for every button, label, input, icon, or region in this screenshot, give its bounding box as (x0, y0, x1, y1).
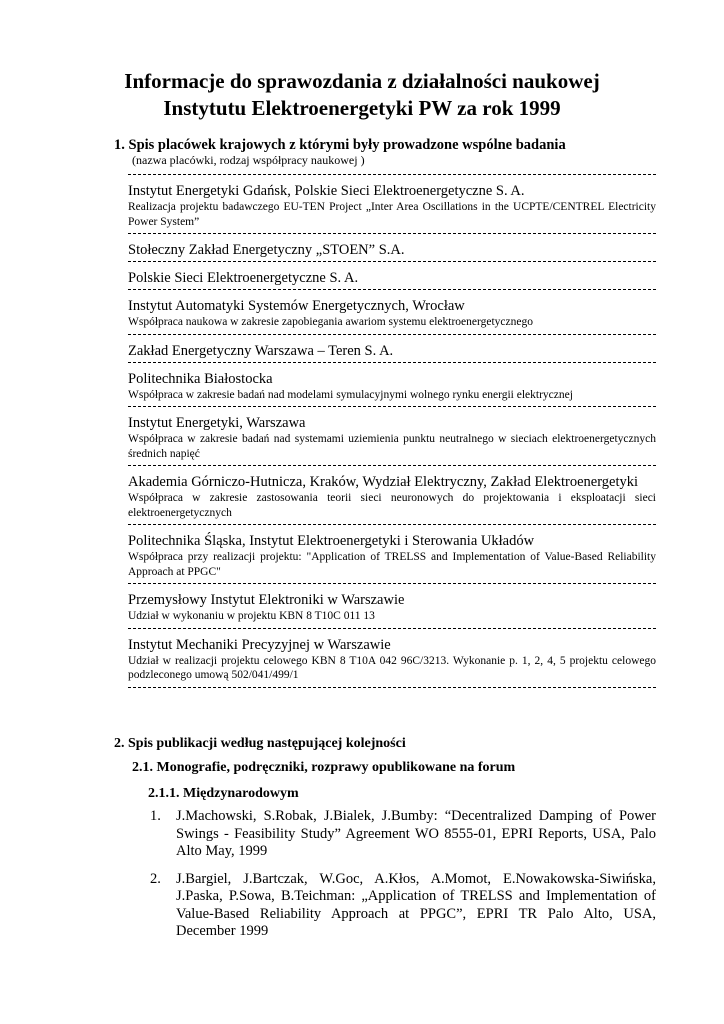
institution-entry (128, 587, 656, 626)
institution-name: Instytut Energetyki Gdańsk, Polskie Sieci Elektroenergetyczne S. A. (128, 183, 525, 199)
publication-item (150, 871, 656, 941)
institution-entry (128, 265, 656, 287)
cooperation-description: Współpraca przy realizacji projektu: "Application of TRELSS and Implementation of Value-Based Reliability Approach at PPGC" (128, 551, 656, 578)
section-2-1-1-heading: 2.1.1. Międzynarodowym (148, 786, 299, 801)
cooperation-description: Udział w wykonaniu w projektu KBN 8 T10C 011 13 (128, 610, 375, 622)
institution-name: Polskie Sieci Elektroenergetyczne S. A. (128, 270, 359, 286)
publications-list (150, 808, 656, 951)
dashed-divider (128, 174, 656, 175)
institution-entry (128, 293, 656, 332)
institution-name: Akademia Górniczo-Hutnicza, Kraków, Wydział Elektryczny, Zakład Elektroenergetyki (128, 474, 639, 490)
cooperation-description: Udział w realizacji projektu celowego KBN 8 T10A 042 96C/3213. Wykonanie p. 1, 2, 4, 5 projektu celowego podzleconego umową 502/041/499/1 (128, 654, 656, 681)
institution-name: Przemysłowy Instytut Elektroniki w Warszawie (128, 592, 405, 608)
dashed-divider (128, 406, 656, 407)
dashed-divider (128, 233, 656, 234)
section-1-heading: 1. Spis placówek krajowych z którymi były prowadzone wspólne badania (114, 137, 566, 153)
cooperation-description: Realizacja projektu badawczego EU-TEN Project „Inter Area Oscillations in the UCPTE/CENTREL Electricity Power System” (128, 201, 656, 228)
institution-name: Instytut Energetyki, Warszawa (128, 415, 306, 431)
dashed-divider (128, 334, 656, 335)
cooperation-description: Współpraca naukowa w zakresie zapobiegania awariom systemu elektroenergetycznego (128, 316, 533, 328)
institutions-list (128, 172, 656, 691)
institution-name: Stołeczny Zakład Energetyczny „STOEN” S.A. (128, 242, 405, 258)
institution-entry (128, 410, 656, 463)
institution-name: Politechnika Białostocka (128, 370, 273, 387)
cooperation-description: Współpraca w zakresie badań nad modelami symulacyjnymi wolnego rynku energii elektrycznej (128, 388, 573, 401)
publication-text: J.Bargiel, J.Bartczak, W.Goc, A.Kłos, A.Momot, E.Nowakowska-Siwińska, J.Paska, P.Sowa, B.Teichman: „Application of TRELSS and Implementation of Value-Based Reliability Approach at PPGC”, EPRI TR Palo Alto, USA, December 1999 (176, 870, 656, 939)
publication-number: 2. (150, 870, 161, 887)
institution-entry (128, 338, 656, 360)
dashed-divider (128, 289, 656, 290)
dashed-divider (128, 687, 656, 688)
institution-name: Politechnika Śląska, Instytut Elektroenergetyki i Sterowania Układów (128, 533, 535, 549)
dashed-divider (128, 362, 656, 363)
institution-entry (128, 528, 656, 581)
publication-item (150, 808, 656, 861)
cooperation-description: Współpraca w zakresie badań nad systemami uziemienia punktu neutralnego w sieciach elektroenergetycznych średnich napięć (128, 433, 656, 460)
section-2-heading: 2. Spis publikacji według następującej kolejności (114, 736, 406, 751)
institution-name: Zakład Energetyczny Warszawa – Teren S. A. (128, 342, 394, 359)
cooperation-description: Współpraca w zakresie zastosowania teorii sieci neuronowych do projektowania i eksploatacji sieci elektroenergetycznych (128, 492, 656, 519)
publication-text: J.Machowski, S.Robak, J.Bialek, J.Bumby: “Decentralized Damping of Power Swings - Feasibility Study” Agreement WO 8555-01, EPRI Reports, USA, Palo Alto May, 1999 (176, 808, 656, 859)
dashed-divider (128, 628, 656, 629)
title-line-1: Informacje do sprawozdania z działalności naukowej (124, 69, 600, 93)
institution-entry (128, 237, 656, 259)
page-title (0, 68, 724, 122)
section-2-1-heading: 2.1. Monografie, podręczniki, rozprawy opublikowane na forum (132, 760, 516, 775)
title-line-2: Instytutu Elektroenergetyki PW za rok 1999 (163, 96, 561, 120)
institution-entry (128, 632, 656, 685)
dashed-divider (128, 524, 656, 525)
dashed-divider (128, 261, 656, 262)
dashed-divider (128, 583, 656, 584)
dashed-divider (128, 465, 656, 466)
section-1-subheading: (nazwa placówki, rodzaj współpracy naukowej ) (132, 153, 365, 167)
institution-entry (128, 366, 656, 405)
institution-entry (128, 178, 656, 231)
institution-entry (128, 469, 656, 522)
institution-name: Instytut Mechaniki Precyzyjnej w Warszawie (128, 636, 391, 653)
institution-name: Instytut Automatyki Systemów Energetycznych, Wrocław (128, 298, 465, 314)
publication-number: 1. (150, 808, 161, 824)
